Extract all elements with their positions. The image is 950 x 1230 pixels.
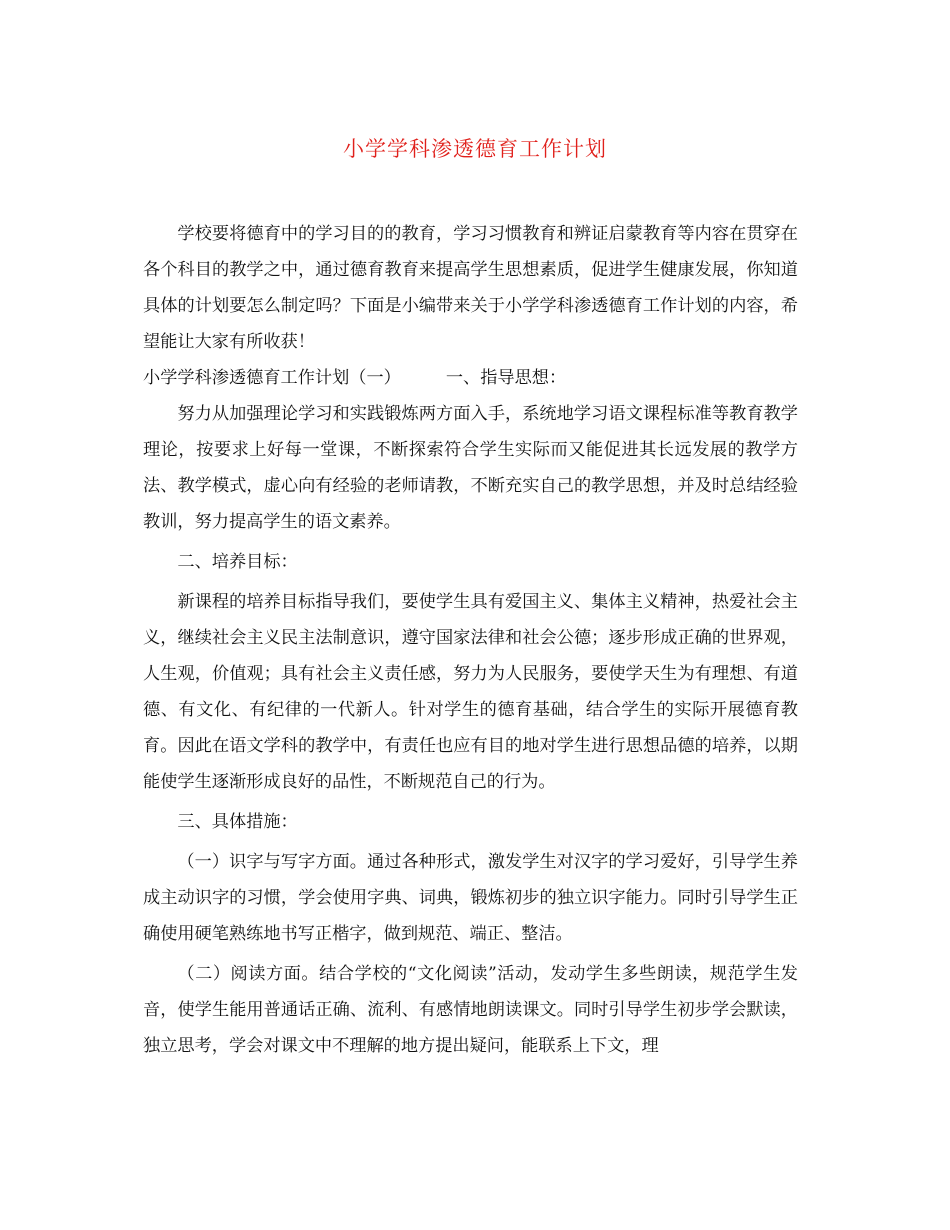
section1-paragraph: 努力从加强理论学习和实践锻炼两方面入手，系统地学习语文课程标准等教育教学理论，按要求上好每一堂课，不断探索符合学生实际而又能促进其长远发展的教学方法、教学模式，虚心向有经验的老师请教，不断充实自己的教学思想，并及时总结经验教训，努力提高学生的语文素养。 [143,404,798,532]
document-title: 小学学科渗透德育工作计划 [343,137,607,161]
measure2-paragraph: （二）阅读方面。结合学校的“文化阅读”活动，发动学生多些朗读，规范学生发音，使学生能用普通话正确、流利、有感情地朗读课文。同时引导学生初步学会默读，独立思考，学会对课文中不理解的地方提出疑问，能联系上下文，理 [143,964,798,1056]
document-body [143,216,798,1064]
section2-paragraph: 新课程的培养目标指导我们，要使学生具有爱国主义、集体主义精神，热爱社会主义，继续社会主义民主法制意识，遵守国家法律和社会公德；逐步形成正确的世界观，人生观，价值观；具有社会主义责任感，努力为人民服务，要使学天生为有理想、有道德、有文化、有纪律的一代新人。针对学生的德育基础，结合学生的实际开展德育教育。因此在语文学科的教学中，有责任也应有目的地对学生进行思想品德的培养，以期能使学生逐渐形成良好的品性，不断规范自己的行为。 [143,592,798,792]
plan-heading-line [143,360,798,396]
section3-heading: 三、具体措施： [177,812,298,832]
plan-heading: 小学学科渗透德育工作计划（一） [143,368,401,388]
measure1-paragraph: （一）识字与写字方面。通过各种形式，激发学生对汉字的学习爱好，引导学生养成主动识字的习惯，学会使用字典、词典，锻炼初步的独立识字能力。同时引导学生正确使用硬笔熟练地书写正楷字，做到规范、端正、整洁。 [143,852,798,944]
section1-heading: 一、指导思想： [445,368,567,388]
section2-heading: 二、培养目标： [177,552,298,572]
intro-paragraph: 学校要将德育中的学习目的的教育，学习习惯教育和辨证启蒙教育等内容在贯穿在各个科目的教学之中，通过德育教育来提高学生思想素质，促进学生健康发展，你知道具体的计划要怎么制定吗？下面是小编带来关于小学学科渗透德育工作计划的内容，希望能让大家有所收获！ [143,224,798,352]
